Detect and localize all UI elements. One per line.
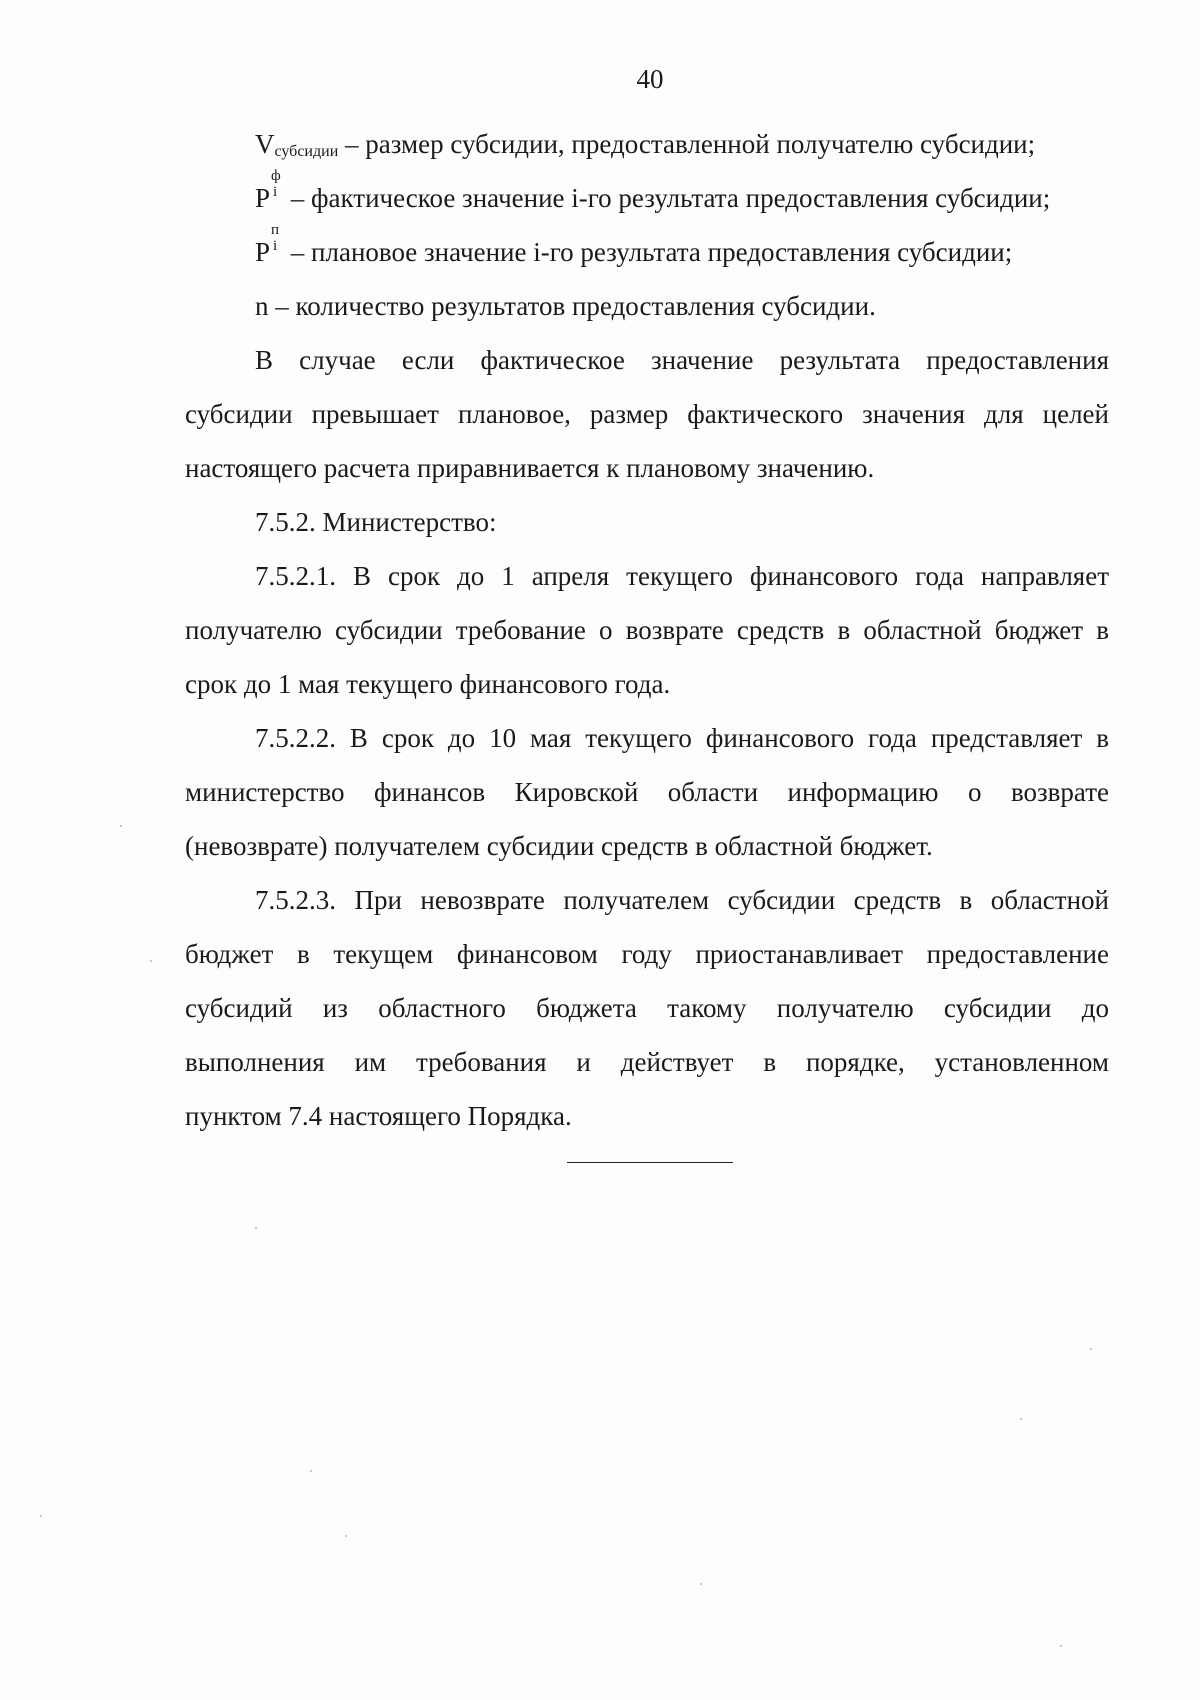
scan-speck (255, 1227, 257, 1229)
paragraph-line: министерство финансов Кировской области информацию о возврате (185, 777, 1109, 807)
variable-indices (270, 222, 284, 254)
paragraph-line: (невозврате) получателем субсидии средств в областной бюджет. (185, 831, 933, 861)
definition-n-count (185, 279, 1109, 333)
variable-symbol: n (255, 291, 269, 321)
scan-speck (700, 1583, 702, 1585)
definition-p-actual (185, 168, 1109, 225)
paragraph-line: 7.5.2.1. В срок до 1 апреля текущего финансового года направляет (255, 561, 1109, 591)
clause-7-5-2-1 (185, 549, 1109, 711)
paragraph-line: 7.5.2.3. При невозврате получателем субсидии средств в областной (255, 885, 1109, 915)
paragraph-excess-value (185, 333, 1109, 495)
clause-7-5-2 (185, 495, 1109, 549)
variable-subscript: i (273, 184, 278, 200)
definition-text: – размер субсидии, предоставленной получателю субсидии; (338, 129, 1036, 159)
scan-speck (310, 1470, 312, 1472)
document-body (185, 117, 1109, 1143)
variable-superscript: ф (271, 168, 281, 184)
scan-speck (40, 1515, 42, 1517)
definition-text: – количество результатов предоставления субсидии. (268, 291, 876, 321)
variable-symbol: P (255, 183, 271, 213)
variable-symbol: V (255, 129, 275, 159)
clause-7-5-2-2 (185, 711, 1109, 873)
paragraph-line: срок до 1 мая текущего финансового года. (185, 669, 671, 699)
definition-text: – фактическое значение i-го результата предоставления субсидии; (284, 183, 1051, 213)
paragraph-line: субсидий из областного бюджета такому получателю субсидии до (185, 993, 1109, 1023)
scan-speck (345, 1535, 347, 1537)
paragraph-line: 7.5.2.2. В срок до 10 мая текущего финансового года представляет в (255, 723, 1109, 753)
clause-7-5-2-3 (185, 873, 1109, 1143)
variable-subscript: i (273, 238, 278, 254)
scan-speck (1060, 1645, 1062, 1647)
paragraph-line: В случае если фактическое значение результата предоставления (255, 345, 1109, 375)
scan-speck (1020, 1418, 1022, 1420)
variable-symbol: P (255, 237, 271, 267)
variable-superscript: п (271, 222, 280, 238)
variable-indices (270, 168, 284, 200)
scan-speck (120, 825, 122, 827)
paragraph-line: пунктом 7.4 настоящего Порядка. (185, 1101, 572, 1131)
scan-speck (150, 960, 152, 962)
paragraph-line: выполнения им требования и действует в порядке, установленном (185, 1047, 1109, 1077)
variable-subscript: субсидии (274, 143, 339, 160)
page-number: 40 (636, 64, 664, 94)
paragraph-line: бюджет в текущем финансовом году приостанавливает предоставление (185, 939, 1109, 969)
clause-heading: 7.5.2. Министерство: (255, 507, 497, 537)
paragraph-line: субсидии превышает плановое, размер фактического значения для целей (185, 399, 1109, 429)
definition-p-planned (185, 222, 1109, 279)
definition-v-subsidy (185, 117, 1109, 171)
end-of-document-rule (567, 1162, 733, 1163)
scan-speck (1090, 1348, 1092, 1350)
paragraph-line: получателю субсидии требование о возврате средств в областной бюджет в (185, 615, 1109, 645)
paragraph-line: настоящего расчета приравнивается к плановому значению. (185, 453, 875, 483)
definition-text: – плановое значение i-го результата предоставления субсидии; (284, 237, 1013, 267)
